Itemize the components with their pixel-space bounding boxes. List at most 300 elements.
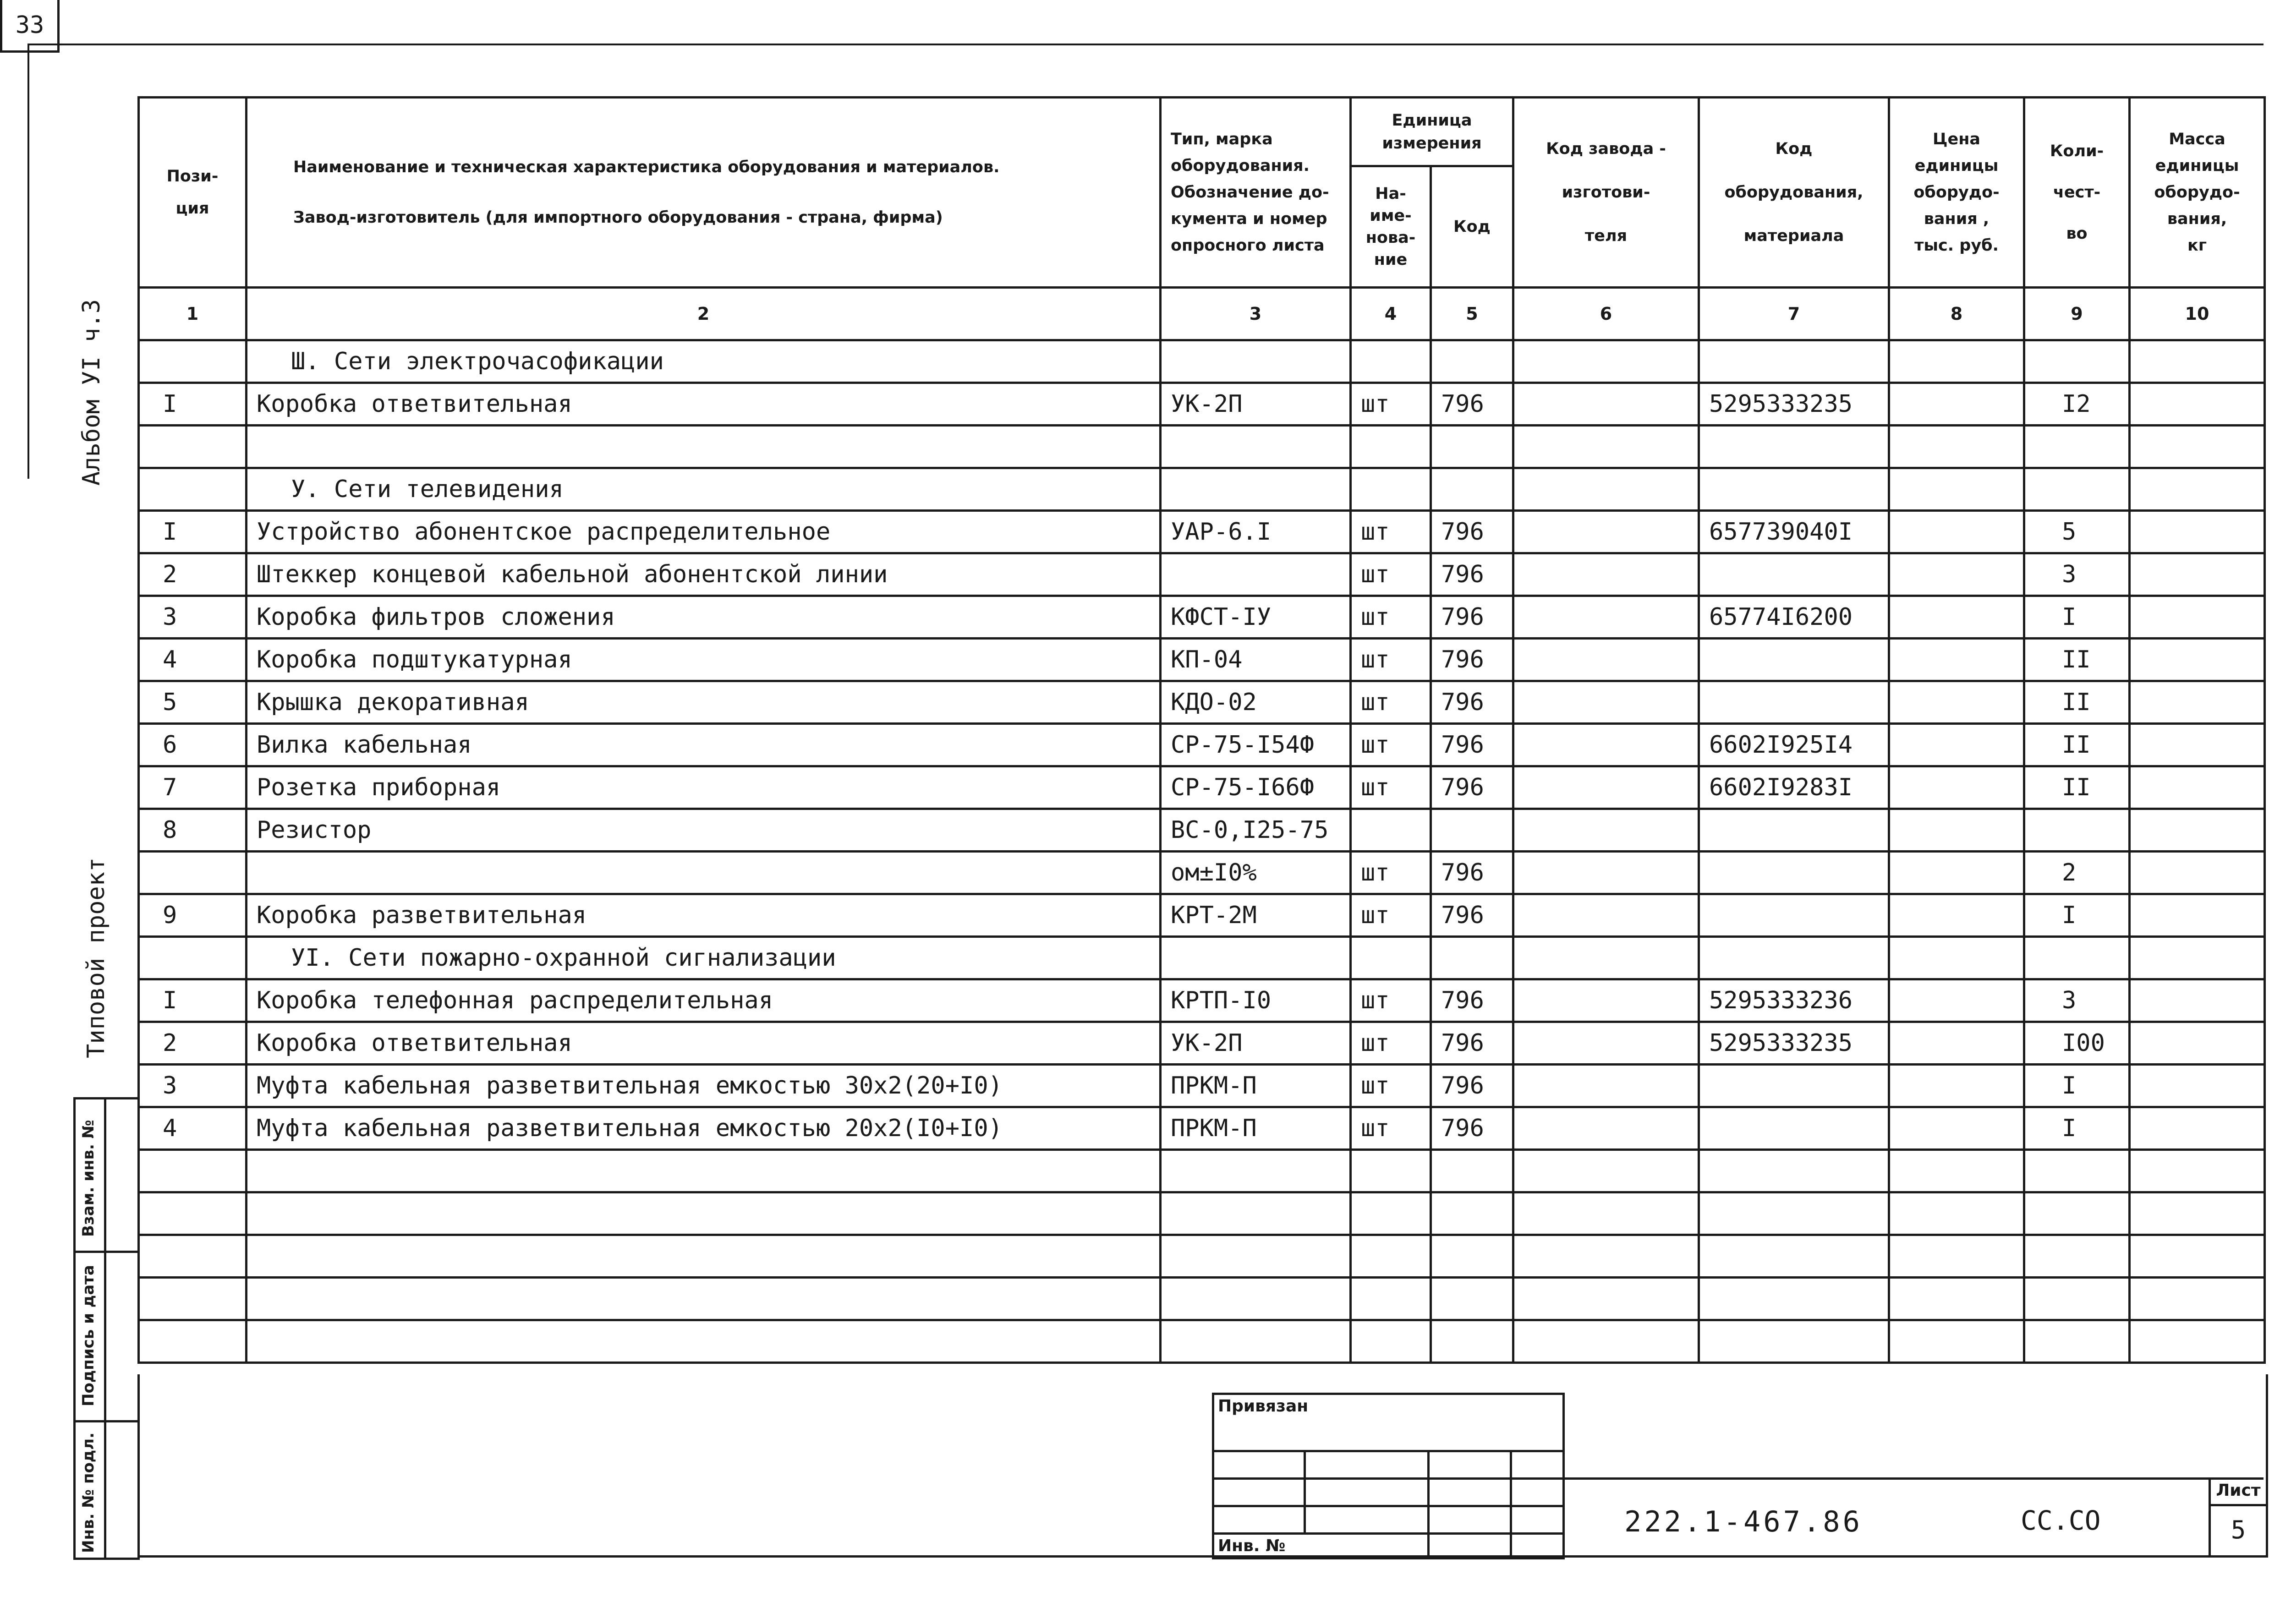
- table-body: [139, 340, 2265, 1363]
- sheet-list-box: [2209, 1477, 2266, 1555]
- type-cell: КФСТ-IУ: [1161, 596, 1351, 639]
- unit-code-cell: [1431, 937, 1513, 979]
- price-cell: [1889, 681, 2024, 724]
- position-cell: 8: [139, 809, 247, 852]
- factory-code-cell: [1513, 809, 1699, 852]
- equipment-code-cell: [1699, 852, 1889, 894]
- unit-code-cell: [1431, 426, 1513, 468]
- position-cell: 6: [139, 724, 247, 766]
- unit-cell: шт: [1351, 383, 1431, 426]
- name-cell: [247, 1320, 1161, 1363]
- unit-code-cell: 796: [1431, 979, 1513, 1022]
- factory-code-cell: [1513, 937, 1699, 979]
- quantity-cell: [2024, 937, 2130, 979]
- name-cell: Устройство абонентское распределительное: [247, 511, 1161, 553]
- unit-code-cell: [1431, 1235, 1513, 1278]
- type-cell: [1161, 468, 1351, 511]
- unit-code-cell: [1431, 1150, 1513, 1192]
- mass-cell: [2130, 852, 2265, 894]
- price-cell: [1889, 894, 2024, 937]
- mass-cell: [2130, 596, 2265, 639]
- factory-code-cell: [1513, 1320, 1699, 1363]
- column-number: 10: [2130, 288, 2265, 340]
- header-unit-code: Код: [1431, 166, 1513, 288]
- equipment-code-cell: 5295333235: [1699, 383, 1889, 426]
- name-cell: Розетка приборная: [247, 766, 1161, 809]
- sheet-list-number: 5: [2231, 1515, 2246, 1544]
- column-number: 9: [2024, 288, 2130, 340]
- price-cell: [1889, 1065, 2024, 1107]
- unit-cell: [1351, 468, 1431, 511]
- factory-code-cell: [1513, 639, 1699, 681]
- mass-cell: [2130, 1235, 2265, 1278]
- unit-code-cell: 796: [1431, 1107, 1513, 1150]
- factory-code-cell: [1513, 468, 1699, 511]
- factory-code-cell: [1513, 979, 1699, 1022]
- sheet-number: 33: [15, 11, 44, 39]
- column-number: 1: [139, 288, 247, 340]
- unit-cell: шт: [1351, 1065, 1431, 1107]
- name-cell: [247, 852, 1161, 894]
- table-row: [139, 1235, 2265, 1278]
- column-number: 3: [1161, 288, 1351, 340]
- type-cell: ВС-0,I25-75: [1161, 809, 1351, 852]
- quantity-cell: I2: [2024, 383, 2130, 426]
- equipment-code-cell: [1699, 639, 1889, 681]
- quantity-cell: II: [2024, 766, 2130, 809]
- unit-code-cell: [1431, 809, 1513, 852]
- sheet-list-label: Лист: [2211, 1477, 2266, 1506]
- price-cell: [1889, 1235, 2024, 1278]
- price-cell: [1889, 979, 2024, 1022]
- section-row: [139, 340, 2265, 383]
- equipment-code-cell: [1699, 468, 1889, 511]
- mass-cell: [2130, 724, 2265, 766]
- type-cell: КП-04: [1161, 639, 1351, 681]
- mass-cell: [2130, 426, 2265, 468]
- quantity-cell: I: [2024, 894, 2130, 937]
- position-cell: 3: [139, 1065, 247, 1107]
- table-row: [139, 1022, 2265, 1065]
- position-cell: 9: [139, 894, 247, 937]
- mass-cell: [2130, 639, 2265, 681]
- table-row: [139, 511, 2265, 553]
- column-number: 8: [1889, 288, 2024, 340]
- factory-code-cell: [1513, 1022, 1699, 1065]
- unit-code-cell: 796: [1431, 1022, 1513, 1065]
- factory-code-cell: [1513, 511, 1699, 553]
- quantity-cell: II: [2024, 639, 2130, 681]
- price-cell: [1889, 426, 2024, 468]
- quantity-cell: [2024, 426, 2130, 468]
- price-cell: [1889, 809, 2024, 852]
- quantity-cell: 5: [2024, 511, 2130, 553]
- factory-code-cell: [1513, 596, 1699, 639]
- unit-code-cell: 796: [1431, 724, 1513, 766]
- header-name-line1: Наименование и техническая характеристика оборудования и материалов.: [293, 158, 1000, 176]
- document-code: 222.1-467.86: [1624, 1505, 1863, 1538]
- table-row: [139, 1320, 2265, 1363]
- unit-code-cell: [1431, 1192, 1513, 1235]
- price-cell: [1889, 553, 2024, 596]
- position-cell: 7: [139, 766, 247, 809]
- mass-cell: [2130, 766, 2265, 809]
- name-cell: Коробка ответвительная: [247, 1022, 1161, 1065]
- header-position: Пози- ция: [139, 98, 247, 288]
- inv-no-label: Инв. №: [1213, 1534, 1429, 1558]
- equipment-code-cell: [1699, 426, 1889, 468]
- header-name-line2: Завод-изготовитель (для импортного оборудования - страна, фирма): [293, 208, 943, 227]
- type-cell: [1161, 1150, 1351, 1192]
- equipment-code-cell: [1699, 1192, 1889, 1235]
- factory-code-cell: [1513, 1278, 1699, 1320]
- mass-cell: [2130, 1150, 2265, 1192]
- type-cell: СР-75-I66Ф: [1161, 766, 1351, 809]
- name-cell: Ш. Сети электрочасофикации: [247, 340, 1161, 383]
- table-row: [139, 1278, 2265, 1320]
- quantity-cell: [2024, 1320, 2130, 1363]
- table-row: [139, 596, 2265, 639]
- unit-cell: шт: [1351, 639, 1431, 681]
- price-cell: [1889, 383, 2024, 426]
- equipment-code-cell: [1699, 1235, 1889, 1278]
- name-cell: Муфта кабельная разветвительная емкостью 20х2(I0+I0): [247, 1107, 1161, 1150]
- price-cell: [1889, 724, 2024, 766]
- type-cell: СР-75-I54Ф: [1161, 724, 1351, 766]
- mass-cell: [2130, 1192, 2265, 1235]
- factory-code-cell: [1513, 1107, 1699, 1150]
- equipment-code-cell: [1699, 1150, 1889, 1192]
- equipment-code-cell: [1699, 1278, 1889, 1320]
- unit-code-cell: [1431, 1320, 1513, 1363]
- frame-left-line: [27, 44, 29, 479]
- table-row: [139, 553, 2265, 596]
- price-cell: [1889, 937, 2024, 979]
- equipment-code-cell: [1699, 1065, 1889, 1107]
- name-cell: [247, 1278, 1161, 1320]
- unit-cell: шт: [1351, 1107, 1431, 1150]
- unit-cell: шт: [1351, 724, 1431, 766]
- unit-cell: шт: [1351, 979, 1431, 1022]
- mass-cell: [2130, 809, 2265, 852]
- table-row: [139, 426, 2265, 468]
- header-factory-code: Код завода - изготови- теля: [1513, 98, 1699, 288]
- table-row: [139, 681, 2265, 724]
- quantity-cell: II: [2024, 681, 2130, 724]
- name-cell: УI. Сети пожарно-охранной сигнализации: [247, 937, 1161, 979]
- unit-code-cell: [1431, 340, 1513, 383]
- unit-cell: шт: [1351, 894, 1431, 937]
- equipment-code-cell: [1699, 681, 1889, 724]
- quantity-cell: 3: [2024, 979, 2130, 1022]
- unit-code-cell: 796: [1431, 681, 1513, 724]
- unit-cell: [1351, 426, 1431, 468]
- header-type: Тип, марка оборудования. Обозначение до- кумента и номер опросного листа: [1161, 98, 1351, 288]
- type-cell: КДО-02: [1161, 681, 1351, 724]
- position-cell: 2: [139, 1022, 247, 1065]
- unit-cell: шт: [1351, 681, 1431, 724]
- equipment-code-cell: [1699, 937, 1889, 979]
- type-cell: [1161, 426, 1351, 468]
- unit-cell: [1351, 1150, 1431, 1192]
- equipment-code-cell: [1699, 894, 1889, 937]
- mass-cell: [2130, 383, 2265, 426]
- type-cell: [1161, 937, 1351, 979]
- column-number: 6: [1513, 288, 1699, 340]
- price-cell: [1889, 852, 2024, 894]
- strip-column-divider: [104, 1099, 106, 1558]
- position-cell: [139, 1150, 247, 1192]
- factory-code-cell: [1513, 1065, 1699, 1107]
- name-cell: Штеккер концевой кабельной абонентской линии: [247, 553, 1161, 596]
- unit-cell: [1351, 1192, 1431, 1235]
- quantity-cell: II: [2024, 724, 2130, 766]
- position-cell: 4: [139, 639, 247, 681]
- column-number: 7: [1699, 288, 1889, 340]
- quantity-cell: I: [2024, 1065, 2130, 1107]
- type-cell: УК-2П: [1161, 383, 1351, 426]
- factory-code-cell: [1513, 553, 1699, 596]
- table-row: [139, 1107, 2265, 1150]
- price-cell: [1889, 1022, 2024, 1065]
- name-cell: [247, 426, 1161, 468]
- section-row: [139, 937, 2265, 979]
- type-cell: [1161, 340, 1351, 383]
- quantity-cell: I: [2024, 596, 2130, 639]
- quantity-cell: 3: [2024, 553, 2130, 596]
- unit-cell: [1351, 809, 1431, 852]
- table-row: [139, 766, 2265, 809]
- equipment-code-cell: 5295333236: [1699, 979, 1889, 1022]
- section-row: [139, 468, 2265, 511]
- mass-cell: [2130, 1107, 2265, 1150]
- table-row: [139, 639, 2265, 681]
- price-cell: [1889, 468, 2024, 511]
- unit-cell: шт: [1351, 766, 1431, 809]
- position-cell: [139, 1278, 247, 1320]
- header-quantity: Коли- чест- во: [2024, 98, 2130, 288]
- type-cell: [1161, 1235, 1351, 1278]
- factory-code-cell: [1513, 724, 1699, 766]
- name-cell: У. Сети телевидения: [247, 468, 1161, 511]
- position-cell: [139, 340, 247, 383]
- type-cell: ПРКМ-П: [1161, 1065, 1351, 1107]
- quantity-cell: [2024, 340, 2130, 383]
- type-cell: УАР-6.I: [1161, 511, 1351, 553]
- quantity-cell: [2024, 1192, 2130, 1235]
- name-cell: Коробка подштукатурная: [247, 639, 1161, 681]
- column-number-row: [139, 288, 2265, 340]
- mass-cell: [2130, 468, 2265, 511]
- factory-code-cell: [1513, 426, 1699, 468]
- section-code: СС.СО: [2021, 1505, 2101, 1536]
- name-cell: [247, 1192, 1161, 1235]
- factory-code-cell: [1513, 766, 1699, 809]
- equipment-table: [137, 96, 2266, 1364]
- type-cell: [1161, 1192, 1351, 1235]
- position-cell: [139, 1320, 247, 1363]
- quantity-cell: [2024, 1235, 2130, 1278]
- unit-cell: [1351, 937, 1431, 979]
- quantity-cell: 2: [2024, 852, 2130, 894]
- unit-cell: [1351, 1278, 1431, 1320]
- price-cell: [1889, 1107, 2024, 1150]
- header-name: [247, 98, 1161, 288]
- name-cell: Резистор: [247, 809, 1161, 852]
- table-row: [139, 809, 2265, 852]
- name-cell: Коробка ответвительная: [247, 383, 1161, 426]
- factory-code-cell: [1513, 340, 1699, 383]
- quantity-cell: [2024, 809, 2130, 852]
- unit-code-cell: 796: [1431, 894, 1513, 937]
- position-cell: [139, 937, 247, 979]
- quantity-cell: [2024, 468, 2130, 511]
- position-cell: I: [139, 383, 247, 426]
- unit-code-cell: [1431, 468, 1513, 511]
- price-cell: [1889, 340, 2024, 383]
- equipment-code-cell: 657739040I: [1699, 511, 1889, 553]
- position-cell: I: [139, 979, 247, 1022]
- price-cell: [1889, 596, 2024, 639]
- position-cell: [139, 426, 247, 468]
- position-cell: 4: [139, 1107, 247, 1150]
- mass-cell: [2130, 1320, 2265, 1363]
- album-label: Альбом УI ч.3: [78, 299, 105, 486]
- unit-cell: шт: [1351, 596, 1431, 639]
- position-cell: I: [139, 511, 247, 553]
- table-row: [139, 979, 2265, 1022]
- type-cell: [1161, 553, 1351, 596]
- type-cell: КРТ-2М: [1161, 894, 1351, 937]
- frame-top-line: [27, 44, 2264, 45]
- name-cell: Муфта кабельная разветвительная емкостью 30х2(20+I0): [247, 1065, 1161, 1107]
- type-cell: КРТП-I0: [1161, 979, 1351, 1022]
- unit-cell: [1351, 1320, 1431, 1363]
- type-cell: ом±I0%: [1161, 852, 1351, 894]
- name-cell: Коробка телефонная распределительная: [247, 979, 1161, 1022]
- factory-code-cell: [1513, 681, 1699, 724]
- mass-cell: [2130, 340, 2265, 383]
- equipment-code-cell: [1699, 809, 1889, 852]
- factory-code-cell: [1513, 1235, 1699, 1278]
- mass-cell: [2130, 937, 2265, 979]
- left-stamp-strip: [73, 1097, 140, 1560]
- header-unit-name: На- име- нова- ние: [1351, 166, 1431, 288]
- unit-code-cell: 796: [1431, 553, 1513, 596]
- project-label: Типовой проект: [82, 857, 110, 1058]
- name-cell: [247, 1235, 1161, 1278]
- factory-code-cell: [1513, 894, 1699, 937]
- unit-cell: шт: [1351, 1022, 1431, 1065]
- strip-divider: [76, 1420, 140, 1422]
- factory-code-cell: [1513, 383, 1699, 426]
- header-equipment-code: Код оборудования, материала: [1699, 98, 1889, 288]
- header-mass: Масса единицы оборудо- вания, кг: [2130, 98, 2265, 288]
- mass-cell: [2130, 1278, 2265, 1320]
- table-row: [139, 724, 2265, 766]
- unit-cell: шт: [1351, 553, 1431, 596]
- position-cell: [139, 1192, 247, 1235]
- unit-code-cell: 796: [1431, 383, 1513, 426]
- header-unit: Единица измерения: [1351, 98, 1513, 166]
- price-cell: [1889, 1150, 2024, 1192]
- position-cell: [139, 852, 247, 894]
- name-cell: Вилка кабельная: [247, 724, 1161, 766]
- position-cell: 3: [139, 596, 247, 639]
- price-cell: [1889, 1278, 2024, 1320]
- equipment-code-cell: 5295333235: [1699, 1022, 1889, 1065]
- type-cell: [1161, 1278, 1351, 1320]
- name-cell: [247, 1150, 1161, 1192]
- column-number: 5: [1431, 288, 1513, 340]
- name-cell: Коробка фильтров сложения: [247, 596, 1161, 639]
- privyazan-label: Привязан: [1213, 1394, 1564, 1451]
- table-row: [139, 1150, 2265, 1192]
- mass-cell: [2130, 894, 2265, 937]
- factory-code-cell: [1513, 852, 1699, 894]
- header-price: Цена единицы оборудо- вания , тыс. руб.: [1889, 98, 2024, 288]
- position-cell: 2: [139, 553, 247, 596]
- unit-code-cell: 796: [1431, 639, 1513, 681]
- price-cell: [1889, 511, 2024, 553]
- factory-code-cell: [1513, 1150, 1699, 1192]
- type-cell: УК-2П: [1161, 1022, 1351, 1065]
- unit-code-cell: 796: [1431, 1065, 1513, 1107]
- stamp-divider-line: [1562, 1477, 2264, 1480]
- quantity-cell: [2024, 1278, 2130, 1320]
- table-row: [139, 1065, 2265, 1107]
- unit-code-cell: 796: [1431, 511, 1513, 553]
- equipment-code-cell: 6602I9283I: [1699, 766, 1889, 809]
- quantity-cell: I00: [2024, 1022, 2130, 1065]
- unit-code-cell: 796: [1431, 596, 1513, 639]
- vzam-inv-label: Взам. инв. №: [79, 1120, 98, 1237]
- type-cell: ПРКМ-П: [1161, 1107, 1351, 1150]
- equipment-code-cell: [1699, 1320, 1889, 1363]
- unit-cell: шт: [1351, 852, 1431, 894]
- price-cell: [1889, 766, 2024, 809]
- unit-cell: шт: [1351, 511, 1431, 553]
- unit-cell: [1351, 1235, 1431, 1278]
- inv-no-podl-label: Инв. № подл.: [79, 1432, 98, 1553]
- mass-cell: [2130, 979, 2265, 1022]
- table-row: [139, 852, 2265, 894]
- equipment-code-cell: [1699, 1107, 1889, 1150]
- quantity-cell: I: [2024, 1107, 2130, 1150]
- position-cell: 5: [139, 681, 247, 724]
- unit-cell: [1351, 340, 1431, 383]
- table-row: [139, 1192, 2265, 1235]
- position-cell: [139, 468, 247, 511]
- column-number: 4: [1351, 288, 1431, 340]
- signature-date-label: Подпись и дата: [79, 1265, 98, 1406]
- factory-code-cell: [1513, 1192, 1699, 1235]
- unit-code-cell: 796: [1431, 852, 1513, 894]
- name-cell: Крышка декоративная: [247, 681, 1161, 724]
- mass-cell: [2130, 681, 2265, 724]
- mass-cell: [2130, 511, 2265, 553]
- strip-divider: [76, 1251, 140, 1253]
- table-row: [139, 383, 2265, 426]
- mass-cell: [2130, 553, 2265, 596]
- privyazan-block: [1212, 1393, 1562, 1555]
- equipment-code-cell: [1699, 553, 1889, 596]
- unit-code-cell: [1431, 1278, 1513, 1320]
- equipment-code-cell: 6602I925I4: [1699, 724, 1889, 766]
- type-cell: [1161, 1320, 1351, 1363]
- price-cell: [1889, 1320, 2024, 1363]
- bottom-stamp-frame: [137, 1374, 2268, 1558]
